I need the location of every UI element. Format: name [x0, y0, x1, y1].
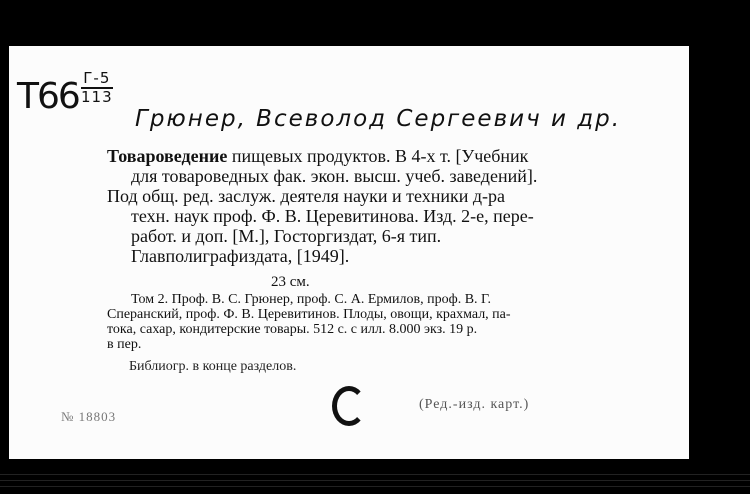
main-entry — [107, 146, 677, 266]
call-number: T66 — [17, 76, 79, 117]
main-line-5: работ. и доп. [М.], Госторгиздат, 6-я тип. — [131, 226, 442, 246]
dimensions: 23 см. — [271, 274, 310, 290]
main-line-4: техн. наук проф. Ф. В. Церевитинова. Изд. 2-е, пере- — [131, 206, 534, 226]
main-line-2: для товароведных фак. экон. высш. учеб. заведений]. — [131, 166, 538, 186]
stamp-mark-icon — [332, 386, 366, 426]
catalog-card — [9, 46, 689, 459]
scan-line — [0, 474, 750, 475]
main-line-1: Товароведение пищевых продуктов. В 4-х т. [Учебник — [107, 146, 529, 166]
title-bold: Товароведение — [107, 146, 228, 166]
volume-line-1: Том 2. Проф. В. С. Грюнер, проф. С. А. Ермилов, проф. В. Г. — [131, 292, 492, 307]
call-fraction-bottom: 113 — [81, 88, 113, 106]
call-number-fraction — [81, 70, 113, 106]
scan-line — [0, 480, 750, 481]
stamp-number: № 18803 — [61, 409, 117, 424]
volume-line-3: тока, сахар, кондитерские товары. 512 с. с илл. 8.000 экз. 19 р. — [107, 322, 478, 337]
scan-line — [0, 486, 750, 487]
bibliography-note: Библиогр. в конце разделов. — [129, 359, 297, 374]
stamp-text: (Ред.-изд. карт.) — [419, 397, 530, 412]
volume-note — [107, 292, 677, 352]
volume-line-2: Сперанский, проф. Ф. В. Церевитинов. Плоды, овощи, крахмал, па- — [107, 307, 511, 322]
author-handwritten: Грюнер, Всеволод Сергеевич и др. — [135, 106, 622, 132]
call-fraction-top: Г-5 — [81, 70, 113, 89]
main-line-6: Главполиграфиздата, [1949]. — [131, 246, 350, 266]
volume-line-4: в пер. — [107, 337, 142, 352]
main-line-3: Под общ. ред. заслуж. деятеля науки и техники д-ра — [107, 186, 506, 206]
